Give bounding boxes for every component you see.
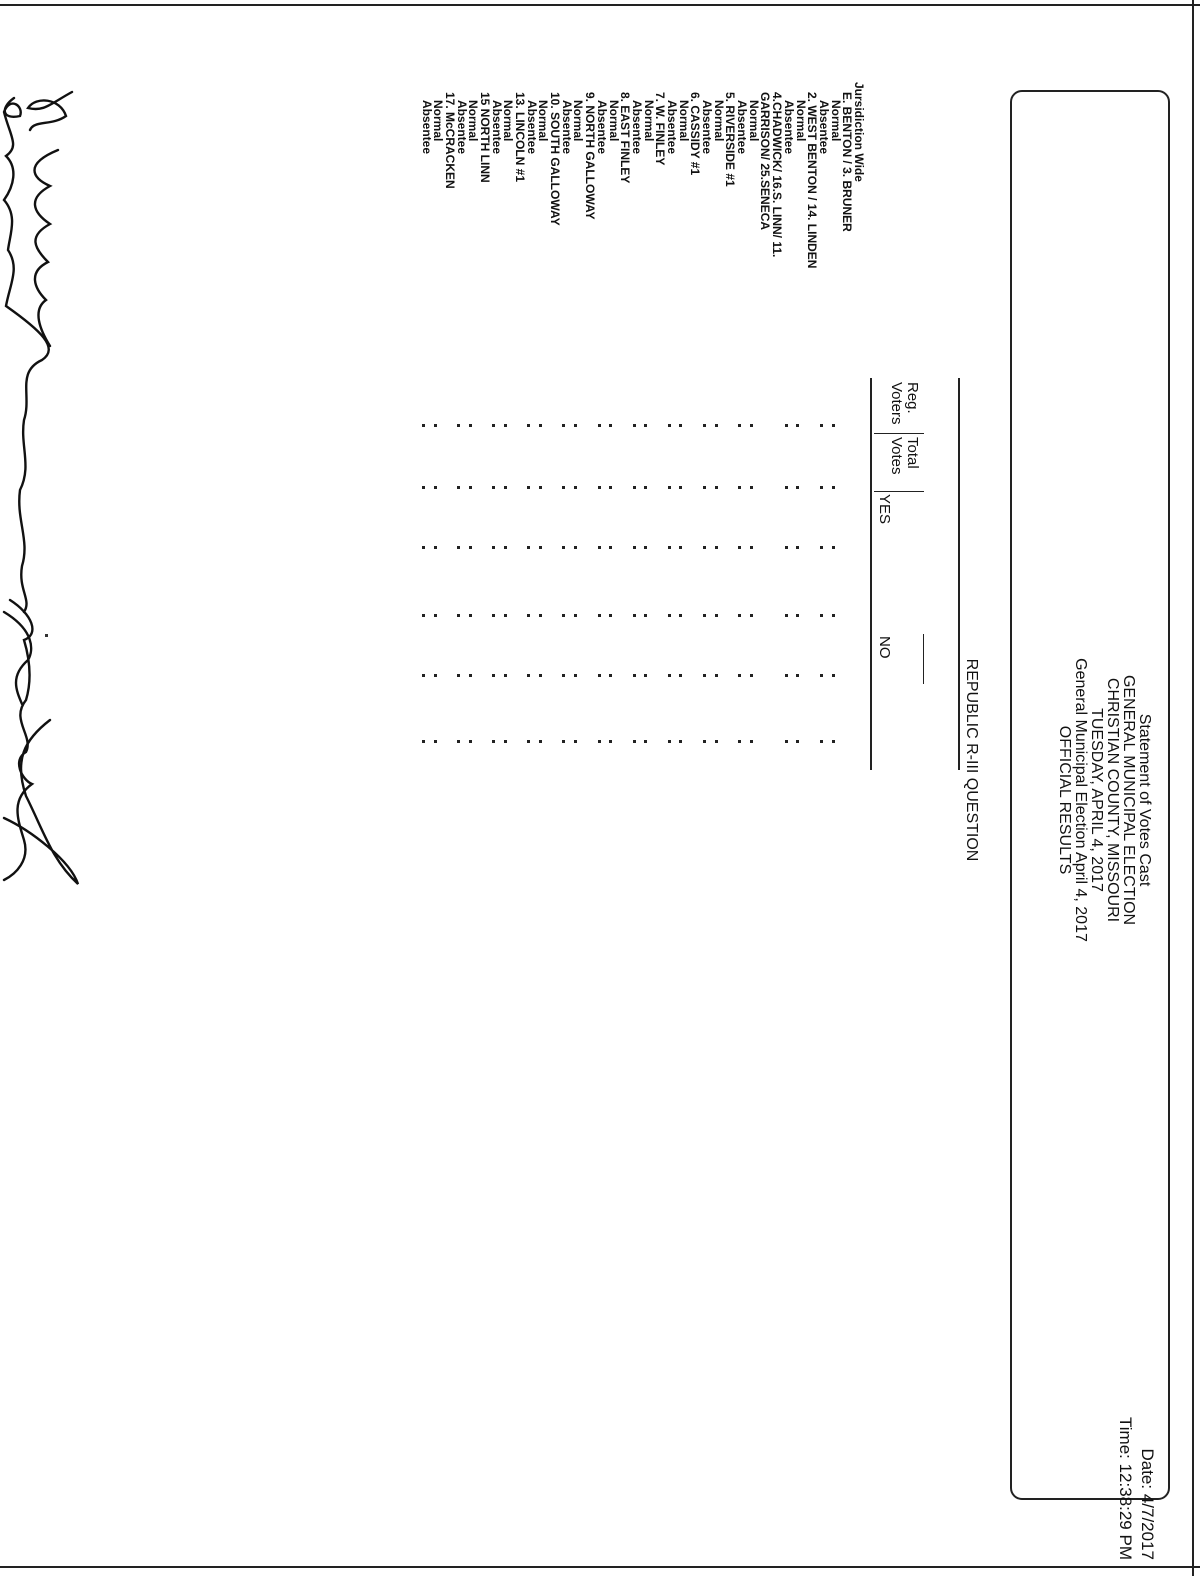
jurisdiction-row: 4.CHADWICK/ 16.S. LINN/ 11. xyxy=(770,92,785,258)
jurisdiction-row: Absentee xyxy=(665,100,679,155)
jurisdiction-row: Normal xyxy=(676,100,691,142)
signature-3 xyxy=(4,600,32,880)
jurisdiction-row: Normal xyxy=(746,100,761,142)
jurisdiction-row: Normal xyxy=(536,100,551,142)
jurisdiction-row: 8. EAST FINLEY xyxy=(618,92,633,184)
title-line: Statement of Votes Cast xyxy=(1136,713,1153,887)
jurisdiction-row: Absentee xyxy=(524,100,539,155)
col-total-line2: Votes xyxy=(888,437,905,475)
jurisdiction-row: Absentee xyxy=(419,100,434,155)
jurisdiction-row: Normal xyxy=(501,100,516,142)
jurisdiction-row: Absentee xyxy=(735,100,750,155)
question-title: REPUBLIC R-III QUESTION xyxy=(963,658,980,862)
col-reg-line1: Reg. xyxy=(904,382,921,414)
report-date: Date: 4/7/2017 xyxy=(1138,1448,1157,1560)
jurisdiction-row: 2. WEST BENTON / 14. LINDEN xyxy=(805,92,820,269)
jurisdiction-row: Absentee xyxy=(816,100,831,155)
signature-2 xyxy=(4,98,49,612)
jurisdiction-row: GARRISON/ 25.SENECA xyxy=(758,92,773,231)
jurisdiction-row: Normal xyxy=(606,100,621,142)
jurisdiction-row: 9. NORTH GALLOWAY xyxy=(583,92,598,220)
jurisdiction-row: Jursidiction Wide xyxy=(852,82,866,182)
jurisdiction-row: Absentee xyxy=(454,100,469,155)
jurisdiction-row: 13. LINCOLN #1 xyxy=(513,92,528,183)
jurisdiction-row: Normal xyxy=(431,100,446,142)
signature-1 xyxy=(28,92,72,346)
title-line: General Municipal Election April 4, 2017 xyxy=(1072,658,1089,942)
col-total-line1: Total xyxy=(904,437,921,469)
jurisdiction-row: Absentee xyxy=(700,100,715,155)
col-yes-header: YES xyxy=(876,494,893,525)
scan-speck xyxy=(45,634,48,637)
jurisdiction-row: 15 NORTH LINN xyxy=(478,92,492,183)
jurisdiction-row: Normal xyxy=(571,100,586,142)
jurisdiction-row: 7. W. FINLEY xyxy=(653,92,668,166)
jurisdiction-row: Normal xyxy=(466,100,481,142)
jurisdiction-row: Absentee xyxy=(489,100,504,155)
jurisdiction-row: Normal xyxy=(793,100,808,142)
jurisdiction-row: 17. McCRACKEN xyxy=(442,92,457,189)
jurisdiction-row: Normal xyxy=(711,100,726,142)
jurisdiction-row: 5. RIVERSIDE #1 xyxy=(723,92,738,187)
jurisdiction-row: 10. SOUTH GALLOWAY xyxy=(548,92,563,226)
jurisdiction-row: Absentee xyxy=(559,100,574,155)
col-no-header: NO xyxy=(876,636,893,659)
title-line: GENERAL MUNICIPAL ELECTION xyxy=(1120,674,1137,926)
title-line: TUESDAY, APRIL 4, 2017 xyxy=(1088,708,1105,892)
jurisdiction-row: Absentee xyxy=(594,100,609,155)
jurisdiction-row: 6. CASSIDY #1 xyxy=(688,92,703,176)
report-time: Time: 12:38:29 PM xyxy=(1116,1417,1135,1560)
jurisdiction-row: Absentee xyxy=(781,100,796,155)
col-reg-line2: Voters xyxy=(888,382,905,425)
jurisdiction-row: Normal xyxy=(641,100,656,142)
signature-4 xyxy=(4,612,78,884)
title-line: CHRISTIAN COUNTY, MISSOURI xyxy=(1104,677,1121,923)
jurisdiction-row: Normal xyxy=(828,100,843,142)
jurisdiction-row: Absentee xyxy=(629,100,644,155)
jurisdiction-row: E. BENTON / 3. BRUNER xyxy=(840,92,855,232)
title-line: OFFICIAL RESULTS xyxy=(1056,725,1073,875)
